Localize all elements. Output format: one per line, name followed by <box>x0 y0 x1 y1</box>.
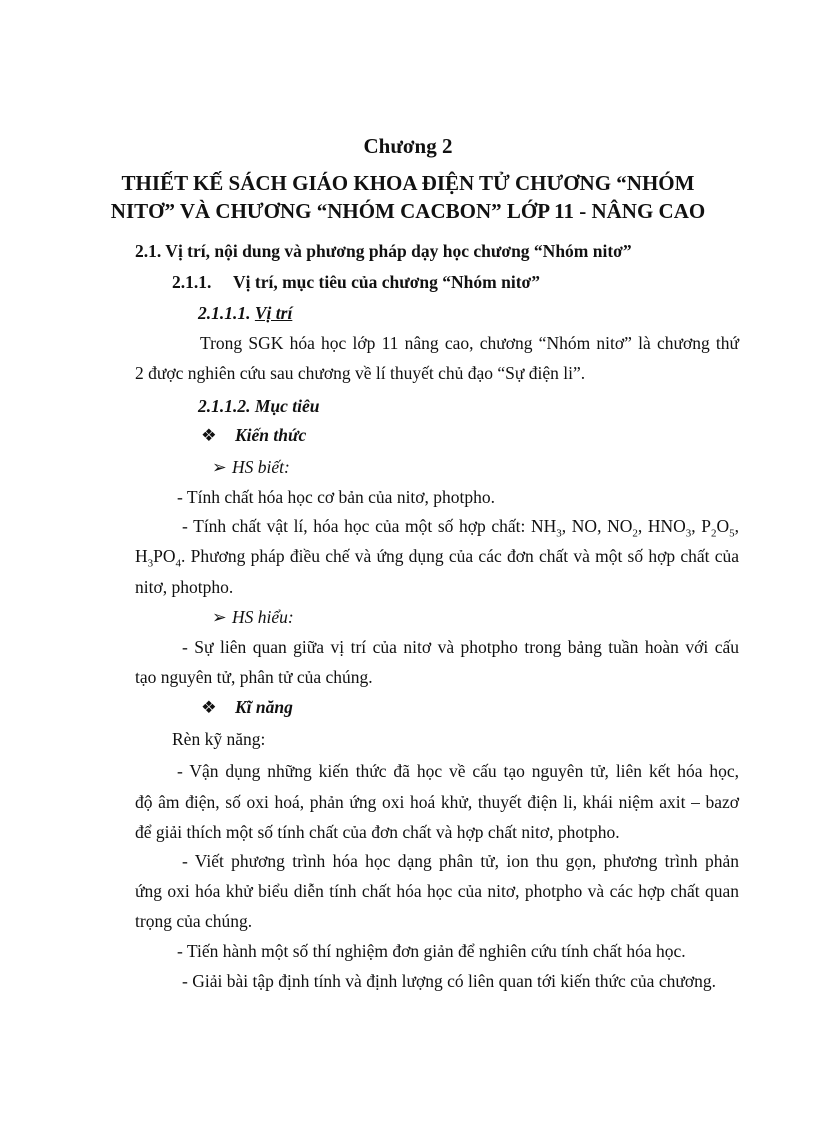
chapter-label: Chương 2 <box>363 134 453 158</box>
heading-text: Kĩ năng <box>235 697 293 717</box>
heading-number: 2.1.1.1. <box>198 303 251 323</box>
hs-biet-label <box>212 456 290 478</box>
formula-hno3: $HNO_3$ <box>647 516 692 540</box>
formula-h3po4: $H_3PO_4$ <box>135 546 182 570</box>
ki-nang-heading <box>201 696 293 718</box>
label-text: HS hiểu: <box>232 607 294 627</box>
paragraph-line: 2 được nghiên cứu sau chương về lí thuyết chủ đạo “Sự điện li”. <box>135 363 586 383</box>
heading-number: 2.1.1.2. <box>198 396 251 416</box>
subsection-heading-2-1-1 <box>172 271 540 293</box>
arrow-bullet-icon: ➢ <box>212 457 227 477</box>
subsection-title: Vị trí, mục tiêu của chương “Nhóm nitơ” <box>233 272 540 292</box>
label-text: HS biết: <box>232 457 290 477</box>
heading-text: Kiến thức <box>235 425 307 445</box>
chapter-title-line-1: THIẾT KẾ SÁCH GIÁO KHOA ĐIỆN TỬ CHƯƠNG “NHÓM <box>121 171 695 195</box>
list-item-continuation: ứng oxi hóa khử biểu diễn tính chất hóa học của nitơ, photpho và các hợp chất quan <box>135 881 739 901</box>
chapter-title-line-2: NITƠ” VÀ CHƯƠNG “NHÓM CACBON” LỚP 11 - NÂNG CAO <box>110 199 706 223</box>
formula-no: NO <box>571 516 598 536</box>
heading-title: Vị trí <box>254 303 293 323</box>
paragraph-line: Trong SGK hóa học lớp 11 nâng cao, chương “Nhóm nitơ” là chương thứ <box>200 333 739 353</box>
list-item-continuation: độ âm điện, số oxi hoá, phản ứng oxi hoá khử, thuyết điện li, khái niệm axit – bazơ <box>135 792 739 812</box>
list-item: - Tiến hành một số thí nghiệm đơn giản để nghiên cứu tính chất hóa học. <box>177 941 686 961</box>
heading-title: Mục tiêu <box>254 396 320 416</box>
kien-thuc-heading <box>201 424 306 446</box>
diamond-bullet-icon: ❖ <box>201 697 217 717</box>
list-item-continuation: để giải thích một số tính chất của đơn chất và hợp chất nitơ, photpho. <box>135 822 620 842</box>
list-item-continuation: nitơ, photpho. <box>135 577 234 597</box>
arrow-bullet-icon: ➢ <box>212 607 227 627</box>
heading-2-1-1-1 <box>198 302 292 324</box>
formula-no2: $NO_2$ <box>607 516 638 540</box>
list-item: - Vận dụng những kiến thức đã học về cấu tạo nguyên tử, liên kết hóa học, <box>177 761 739 781</box>
section-heading-2-1: 2.1. Vị trí, nội dung và phương pháp dạy học chương “Nhóm nitơ” <box>135 241 632 261</box>
list-item-continuation: tạo nguyên tử, phân tử của chúng. <box>135 667 373 687</box>
list-item: - Giải bài tập định tính và định lượng có liên quan tới kiến thức của chương. <box>182 971 716 991</box>
hs-hieu-label <box>212 606 294 628</box>
formula-nh3: $NH_3$ <box>531 516 562 540</box>
list-item: - Viết phương trình hóa học dạng phân tử, ion thu gọn, phương trình phản <box>182 851 739 871</box>
diamond-bullet-icon: ❖ <box>201 425 217 445</box>
formula-p2o5: $P_2O_5$ <box>701 516 735 540</box>
list-item: - Sự liên quan giữa vị trí của nitơ và photpho trong bảng tuần hoàn với cấu <box>182 637 739 657</box>
paragraph-intro: Rèn kỹ năng: <box>172 729 266 749</box>
heading-2-1-1-2 <box>198 395 320 417</box>
list-item-continuation: trọng của chúng. <box>135 911 253 931</box>
subsection-number: 2.1.1. <box>172 272 212 292</box>
list-item-continuation: $H_3PO_4$. Phương pháp điều chế và ứng dụng của các đơn chất và một số hợp chất của <box>135 546 739 570</box>
list-item-formulas-line: - Tính chất vật lí, hóa học của một số hợp chất: $NH_3$, NO, $NO_2$, $HNO_3$, $P_2O_5$, <box>182 516 740 540</box>
list-item: - Tính chất hóa học cơ bản của nitơ, photpho. <box>177 487 496 507</box>
